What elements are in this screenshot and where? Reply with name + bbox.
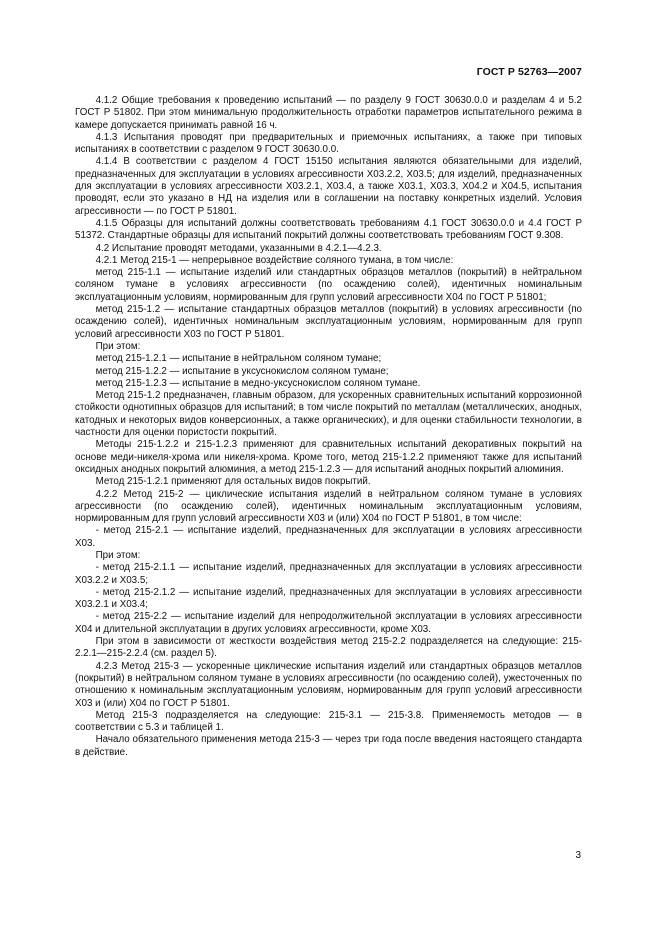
paragraph-method-215-3-start: Начало обязательного применения метода 215-3 — через три года после введения настоящего стандарта в действие. (75, 734, 582, 758)
paragraph-method-215-1-2-2: метод 215-1.2.2 — испытание в уксуснокислом соляном тумане; (95, 365, 389, 377)
paragraph-method-215-1-2-purpose: Метод 215-1.2 предназначен, главным образом, для ускоренных сравнительных испытаний коррозионной стойкости однотипных образцов для испытаний; в том числе покрытий по металлам (металлических, анодных, катодных и некоторых видов конверсионных, а также органических), и для оценки стабильности технологии, в частности для оценки пористости покрытий. (75, 390, 582, 439)
document-body (75, 95, 582, 759)
paragraph-pri-etom-1: При этом: (95, 340, 141, 352)
paragraph-method-215-2-2: - метод 215-2.2 — испытание изделий для непродолжительной эксплуатации в условиях агрессивности Х04 и длительной эксплуатации в других условиях агрессивности, кроме Х03. (75, 611, 582, 635)
paragraph-4-1-2: 4.1.2 Общие требования к проведению испытаний — по разделу 9 ГОСТ 30630.0.0 и разделам 4 и 5.2 ГОСТ Р 51802. При этом минимальную продолжительность отработки параметров испытательного режима в камере допускается принимать равной 16 ч. (75, 95, 582, 131)
paragraph-method-215-2-1: - метод 215-2.1 — испытание изделий, предназначенных для эксплуатации в условиях агрессивности Х03. (75, 525, 582, 549)
paragraph-4-2-1: 4.2.1 Метод 215-1 — непрерывное воздействие соляного тумана, в том числе: (95, 254, 454, 266)
paragraph-method-215-2-1-2: - метод 215-2.1.2 — испытание изделий, предназначенных для эксплуатации в условиях агрессивности Х03.2.1 и Х03.4; (75, 586, 582, 611)
paragraph-4-2: 4.2 Испытание проводят методами, указанными в 4.2.1—4.2.3. (95, 242, 382, 254)
paragraph-method-215-1-1: метод 215-1.1 — испытание изделий или стандартных образцов металлов (покрытий) в нейтральном соляном тумане в условиях агрессивности (по осаждению солей), идентичных номинальным эксплуатационным условиям, нормированным для групп условий агрессивности Х04 по ГОСТ Р 51801; (75, 267, 582, 303)
paragraph-4-1-4: 4.1.4 В соответствии с разделом 4 ГОСТ 15150 испытания являются обязательными для изделий, предназначенных для эксплуатации в условиях агрессивности Х03.2.2, Х03.5; для изделий, предназначенных для эксплуатации в условиях агрессивности Х03.2.1, Х03.4, а также Х03.1, Х03.3, Х04.2 и Х04.5, испытания проводят, если это указано в НД на изделия или в соглашении на поставку конкретных изделий. Условия агрессивности — по ГОСТ Р 51801. (75, 156, 582, 217)
paragraph-method-215-1-2-1: метод 215-1.2.1 — испытание в нейтральном соляном тумане; (95, 353, 382, 365)
paragraph-method-215-2-1-1: - метод 215-2.1.1 — испытание изделий, предназначенных для эксплуатации в условиях агрессивности Х03.2.2 и Х03.5; (75, 562, 582, 586)
paragraph-method-215-3-subdivision: Метод 215-3 подразделяется на следующие: 215-3.1 — 215-3.8. Применяемость методов — в соответствии с 5.3 и таблицей 1. (75, 709, 582, 734)
paragraph-4-1-3: 4.1.3 Испытания проводят при предварительных и приемочных испытаниях, а также при типовых испытаниях в соответствии с разделом 9 ГОСТ 30630.0.0. (75, 131, 582, 156)
paragraph-method-215-1-2: метод 215-1.2 — испытание стандартных образцов металлов (покрытий) в условиях агрессивности (по осаждению солей), идентичных номинальным эксплуатационным условиям, нормированным для групп условий агрессивности Х03 по ГОСТ Р 51801. (75, 304, 582, 340)
paragraph-4-1-5: 4.1.5 Образцы для испытаний должны соответствовать требованиям 4.1 ГОСТ 30630.0.0 и 4.4 ГОСТ Р 51372. Стандартные образцы для испытаний покрытий должны соответствовать требованиям ГОСТ 9.308. (75, 217, 582, 242)
paragraph-method-215-1-2-1-use: Метод 215-1.2.1 применяют для остальных видов покрытий. (95, 476, 371, 488)
paragraph-4-2-2: 4.2.2 Метод 215-2 — циклические испытания изделий в нейтральном соляном тумане в условиях агрессивности (по осаждению солей), идентичных номинальным эксплуатационным условиям, нормированным для групп условий агрессивности Х03 и (или) Х04 по ГОСТ Р 51801, в том числе: (75, 488, 582, 525)
document-header: ГОСТ Р 52763—2007 (476, 66, 582, 78)
paragraph-4-2-3: 4.2.3 Метод 215-3 — ускоренные циклические испытания изделий или стандартных образцов металлов (покрытий) в нейтральном соляном тумане в условиях агрессивности (по осаждению солей), ужесточенных по отношению к номинальным эксплуатационным условиям, нормированным для групп условий агрессивности Х03 и (или) Х04 по ГОСТ Р 51801. (75, 660, 582, 709)
paragraph-method-215-2-2-subdivision: При этом в зависимости от жесткости воздействия метод 215-2.2 подразделяется на следующие: 215-2.2.1—215-2.2.4 (см. раздел 5). (75, 636, 582, 660)
paragraph-pri-etom-2: При этом: (95, 549, 141, 561)
paragraph-methods-215-1-2-2-and-3: Методы 215-1.2.2 и 215-1.2.3 применяют для сравнительных испытаний декоративных покрытий на основе меди-никеля-хрома или никеля-хрома. Кроме того, метод 215-1.2.2 применяют также для испытаний оксидных анодных покрытий алюминия, а метод 215-1.2.3 — для испытаний анодных покрытий алюминия. (75, 439, 582, 475)
paragraph-method-215-1-2-3: метод 215-1.2.3 — испытание в медно-уксуснокислом соляном тумане. (95, 377, 421, 389)
page-number: 3 (575, 850, 581, 861)
